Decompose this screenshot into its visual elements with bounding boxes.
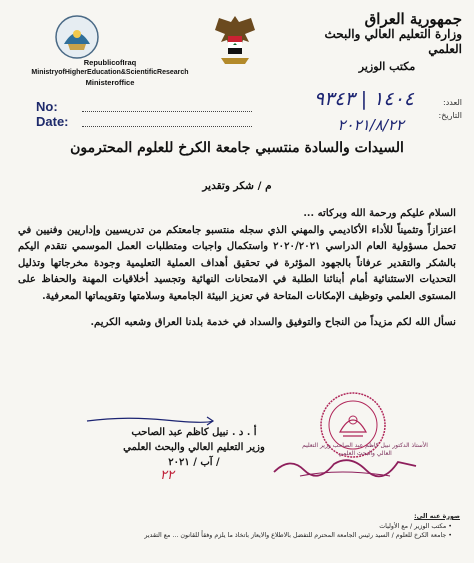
letterhead-ministry: وزارة التعليم العالي والبحث العلمي (324, 27, 462, 56)
signer-name: أ . د . نبيل كاظم عبد الصاحب (131, 427, 257, 438)
date-label-ar: التاريخ: (438, 111, 462, 120)
arabic-letterhead (312, 12, 462, 74)
list-item: • مكتب الوزير / مع الأوليات (20, 522, 452, 532)
date-label-en: Date: (36, 114, 69, 129)
letterhead-country-en: RepublicofIraq (83, 58, 137, 67)
letterhead-office-en: Ministeroffice (85, 78, 135, 87)
no-dotted-line (82, 111, 252, 112)
body-paragraph: اعتزازاً وتثميناً للأداء الأكاديمي والمهني الذي سجله منتسبو جامعتكم من تدريسيين وإداريين وفنيين في تحمل مسؤولية العام الدراسي ٢٠٢٠/٢٠٢١ واستكمال واجبات ومتطلبات العمل الموسمي نتقدم اليكم بالشكر والتقدير عرفاناً بالجهود المؤثرة في تحقيق أهداف العملية التعليمية وجودة مخرجاتها وتذليل التحديات الاستثنائية أمام أبنائنا الطلبة في الامتحانات النهائية وتجسيد أخلاقيات المهنة والحفاظ على المستوى العلمي وتوظيف الإمكانات المتاحة في تعزيز البيئة الجامعية وسلامتها وتقويماتها المعرفية. (18, 223, 456, 302)
letterhead-office: مكتب الوزير (358, 60, 416, 73)
copies-section (20, 512, 460, 541)
closing-paragraph: نسأل الله لكم مزيداً من النجاح والتوفيق والسداد في خدمة بلدنا العراق وشعبه الكريم. (90, 316, 456, 328)
no-label-en: No: (36, 99, 58, 114)
no-label-ar: العدد: (443, 98, 462, 107)
stamp-text: الأستاذ الدكتور نبيل كاظم عبد الصاحب وزير التعليم العالي والبحث العلمي (302, 442, 428, 457)
letter-body (18, 205, 456, 331)
english-letterhead (10, 58, 210, 88)
iraq-eagle-emblem-icon (211, 12, 259, 70)
minister-signature-icon (270, 452, 420, 480)
copies-title: صورة عنه الى: (414, 513, 460, 520)
handwritten-reference-number: ١٤٠٤ | ٩٣٤٣ (313, 88, 414, 110)
addressee-line: السيدات والسادة منتسبي جامعة الكرخ للعلوم المحترمون (70, 140, 404, 156)
copies-list (20, 522, 460, 541)
list-item: • جامعة الكرخ للعلوم / السيد رئيس الجامعة المحترم للتفضل بالاطلاع والايعاز باتخاذ ما يلزم وفقاً للقانون ... مع التقدير (20, 531, 452, 541)
ministry-logo-icon (54, 14, 100, 60)
handwritten-mark: ٢٢ (160, 468, 174, 483)
signature-date: / آب / ٢٠٢١ (168, 457, 220, 468)
signature-block (94, 425, 294, 470)
signer-title: وزير التعليم العالي والبحث العلمي (123, 442, 265, 453)
date-dotted-line (82, 126, 252, 127)
letterhead-ministry-en: MinistryofHigherEducation&ScientificResearch (31, 69, 189, 76)
handwritten-reference-date: ٢٠٢١/٨/٢٢ (337, 116, 404, 134)
subject-line: م / شكر وتقدير (202, 180, 272, 192)
letterhead-country: جمهورية العراق (364, 10, 462, 28)
greeting: السلام عليكم ورحمة الله وبركاته ... (303, 207, 456, 219)
